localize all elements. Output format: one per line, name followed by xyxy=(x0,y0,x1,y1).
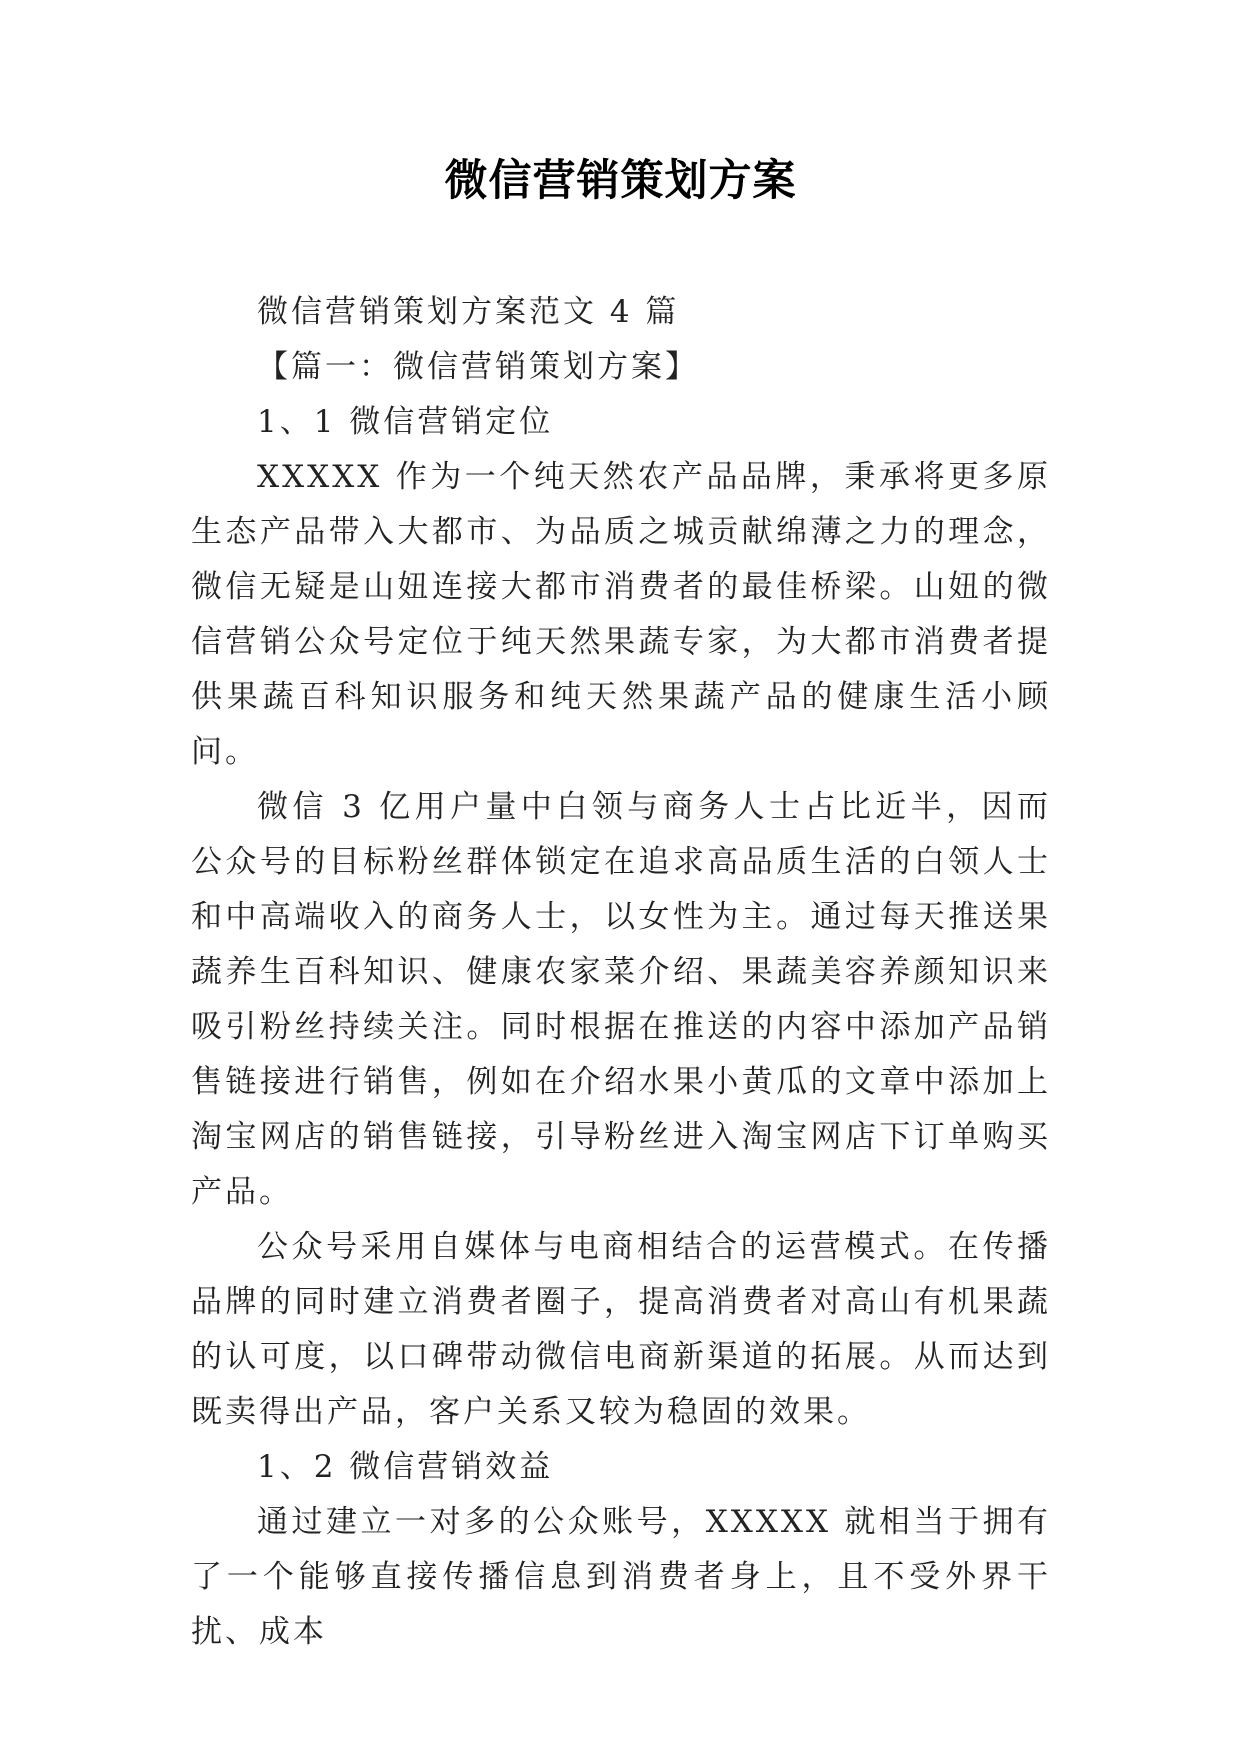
body-paragraph: 微信 3 亿用户量中白领与商务人士占比近半，因而公众号的目标粉丝群体锁定在追求高品质生活的白领人士和中高端收入的商务人士，以女性为主。通过每天推送果蔬养生百科知识、健康农家菜介绍、果蔬美容养颜知识来吸引粉丝持续关注。同时根据在推送的内容中添加产品销售链接进行销售，例如在介绍水果小黄瓜的文章中添加上淘宝网店的销售链接，引导粉丝进入淘宝网店下订单购买产品。 xyxy=(191,789,1051,1210)
document-body xyxy=(191,285,1051,1660)
document-title: 微信营销策划方案 xyxy=(444,156,797,206)
section-heading: 【篇一：微信营销策划方案】 xyxy=(257,349,699,385)
body-paragraph: XXXXX 作为一个纯天然农产品品牌，秉承将更多原生态产品带入大都市、为品质之城贡献绵薄之力的理念，微信无疑是山妞连接大都市消费者的最佳桥梁。山妞的微信营销公众号定位于纯天然果蔬专家，为大都市消费者提供果蔬百科知识服务和纯天然果蔬产品的健康生活小顾问。 xyxy=(191,459,1051,770)
body-paragraph: 通过建立一对多的公众账号，XXXXX 就相当于拥有了一个能够直接传播信息到消费者身上，且不受外界干扰、成本 xyxy=(191,1504,1051,1650)
subsection-heading: 1、2 微信营销效益 xyxy=(257,1449,554,1485)
subsection-heading: 1、1 微信营销定位 xyxy=(257,404,554,440)
body-paragraph: 公众号采用自媒体与电商相结合的运营模式。在传播品牌的同时建立消费者圈子，提高消费者对高山有机果蔬的认可度，以口碑带动微信电商新渠道的拓展。从而达到既卖得出产品，客户关系又较为稳固的效果。 xyxy=(191,1229,1051,1430)
subtitle-paragraph: 微信营销策划方案范文 4 篇 xyxy=(257,294,680,330)
